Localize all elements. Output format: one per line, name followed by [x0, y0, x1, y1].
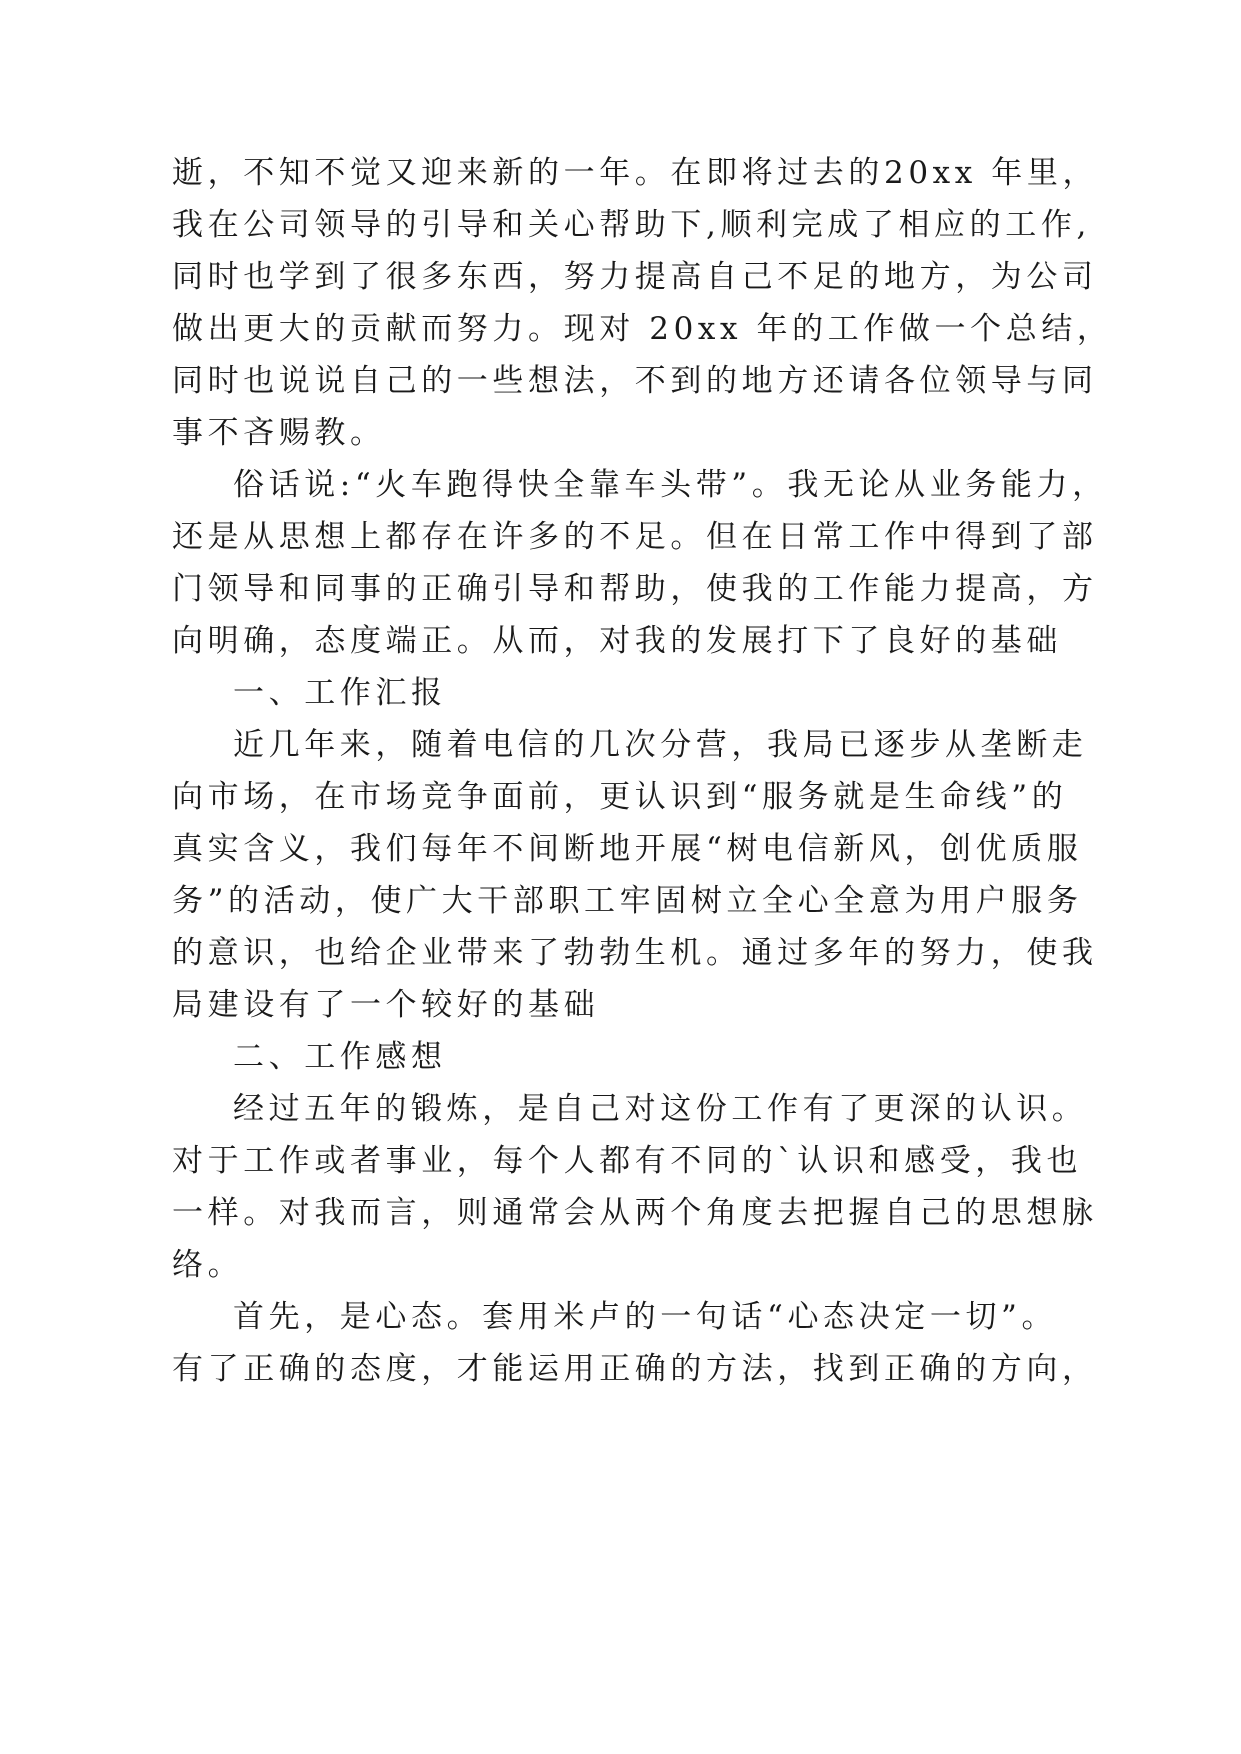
text-line: 一样。对我而言，则通常会从两个角度去把握自己的思想脉 — [172, 1195, 1098, 1231]
text-line: 向明确，态度端正。从而，对我的发展打下了良好的基础 — [172, 623, 1062, 659]
text-line: 真实含义，我们每年不间断地开展“树电信新风，创优质服 — [172, 831, 1083, 867]
text-line: 事不吝赐教。 — [172, 415, 386, 451]
text-line: 有了正确的态度，才能运用正确的方法，找到正确的方向， — [172, 1351, 1098, 1387]
text-line: 同时也学到了很多东西，努力提高自己不足的地方，为公司 — [172, 259, 1098, 295]
section-heading-work-report: 一、工作汇报 — [233, 675, 447, 711]
text-line: 逝，不知不觉又迎来新的一年。在即将过去的20xx 年里， — [172, 155, 1099, 191]
text-line: 向市场，在市场竞争面前，更认识到“服务就是生命线”的 — [172, 779, 1068, 815]
section-heading-work-thoughts: 二、工作感想 — [233, 1039, 447, 1075]
text-line: 局建设有了一个较好的基础 — [172, 987, 600, 1023]
paragraph-first-line: 近几年来，随着电信的几次分营，我局已逐步从垄断走 — [233, 727, 1088, 763]
text-line: 做出更大的贡献而努力。现对 20xx 年的工作做一个总结， — [172, 311, 1113, 347]
text-line: 门领导和同事的正确引导和帮助，使我的工作能力提高，方 — [172, 571, 1098, 607]
paragraph-first-line: 首先，是心态。套用米卢的一句话“心态决定一切”。 — [233, 1299, 1058, 1335]
text-line: 务”的活动，使广大干部职工牢固树立全心全意为用户服务 — [172, 883, 1083, 919]
paragraph-first-line: 经过五年的锻炼，是自己对这份工作有了更深的认识。 — [233, 1091, 1088, 1127]
text-line: 对于工作或者事业，每个人都有不同的`认识和感受，我也 — [172, 1143, 1083, 1179]
text-line: 络。 — [172, 1247, 244, 1283]
text-line: 同时也说说自己的一些想法，不到的地方还请各位领导与同 — [172, 363, 1098, 399]
text-line: 我在公司领导的引导和关心帮助下,顺利完成了相应的工作, — [172, 207, 1091, 243]
paragraph-first-line: 俗话说:“火车跑得快全靠车头带”。我无论从业务能力， — [233, 467, 1108, 503]
text-line: 的意识，也给企业带来了勃勃生机。通过多年的努力，使我 — [172, 935, 1098, 971]
text-line: 还是从思想上都存在许多的不足。但在日常工作中得到了部 — [172, 519, 1098, 555]
